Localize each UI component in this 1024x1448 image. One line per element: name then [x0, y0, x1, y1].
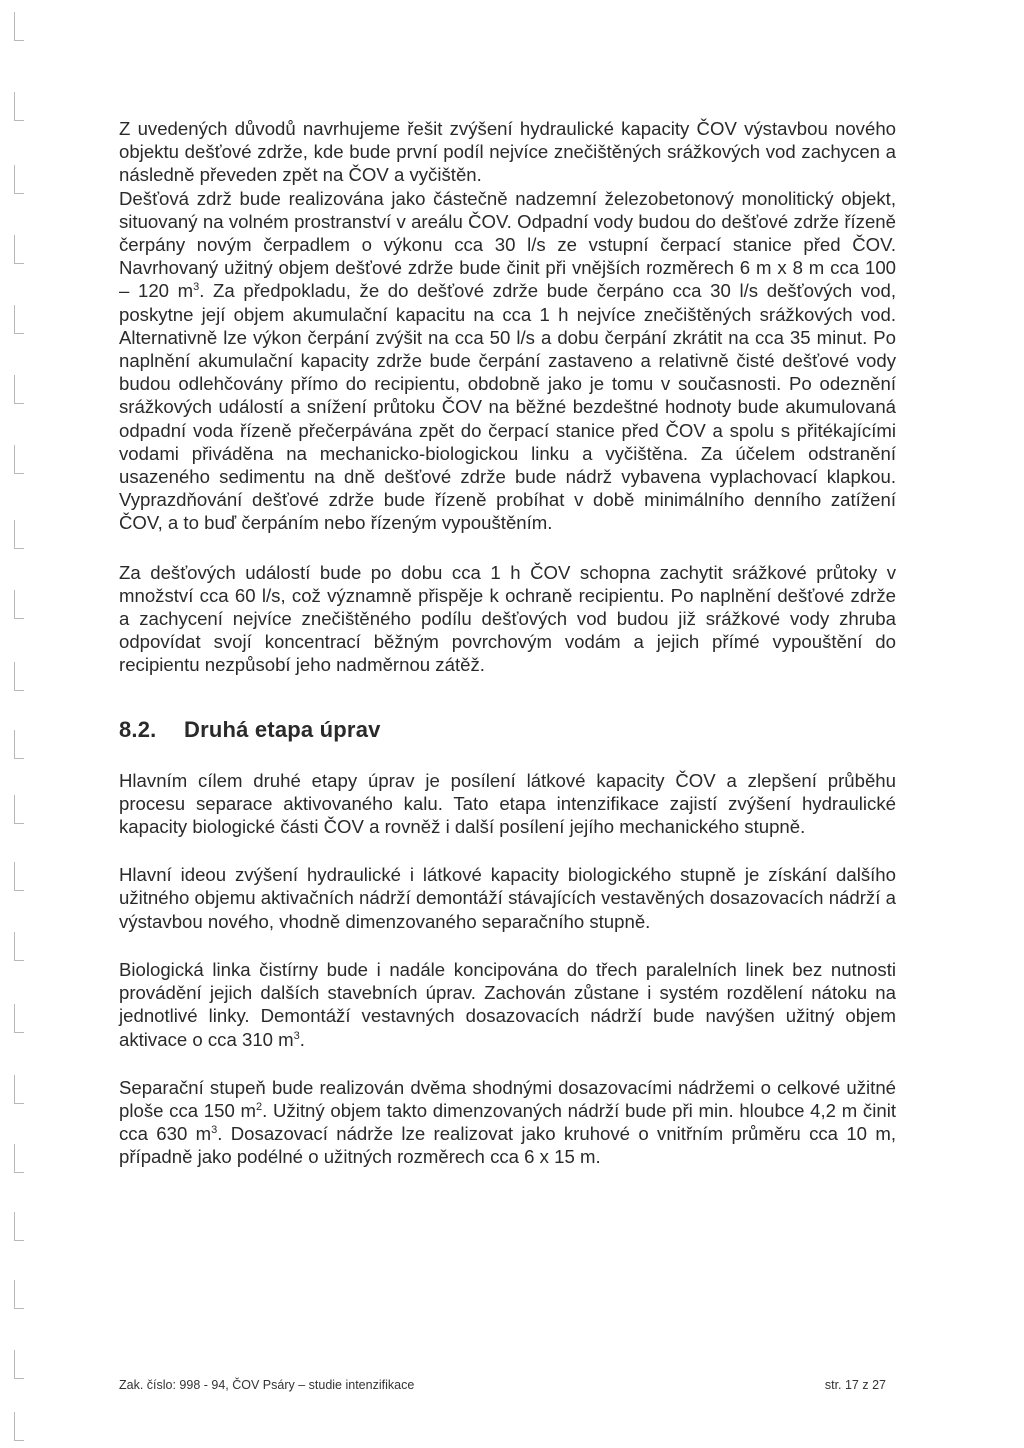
- paragraph-text: . Za předpokladu, že do dešťové zdrže bude čerpáno cca 30 l/s dešťových vod, poskytne její objem akumulační kapacitu na cca 1 h nejvíce znečištěných srážkových vod. Alternativně lze výkon čerpání zvýšit na cca 50 l/s a dobu čerpání zkrátit na cca 35 minut. Po naplnění akumulační kapacity zdrže bude čerpání zastaveno a relativně čisté dešťové vody budou odlehčovány přímo do recipientu, obdobně jako je tomu v současnosti. Po odeznění srážkových událostí a snížení průtoku ČOV na běžné bezdeštné hodnoty bude akumulovaná odpadní voda řízeně přečerpávána zpět do čerpací stanice před ČOV a spolu s přitékajícími vodami přiváděna na mechanicko-biologickou linku a vyčištěna. Za účelem odstranění usazeného sedimentu na dně dešťové zdrže bude nádrž vybavena vyplachovací klapkou. Vyprazdňování dešťové zdrže bude řízeně probíhat v době minimálního denního zatížení ČOV, a to buď čerpáním nebo řízeným vypouštěním.: [119, 280, 896, 534]
- margin-tick: [14, 730, 24, 759]
- paragraph-text: Z uvedených důvodů navrhujeme řešit zvýšení hydraulické kapacity ČOV výstavbou nového objektu dešťové zdrže, kde bude první podíl nejvíce znečištěných srážkových vod zachycen a následně převeden zpět na ČOV a vyčištěn.: [119, 118, 896, 186]
- margin-tick: [14, 795, 24, 824]
- paragraph-text: Dešťová zdrž bude realizována jako částečně nadzemní železobetonový monolitický objekt, situovaný na volném prostranství v areálu ČOV. Odpadní vody budou do dešťové zdrže řízeně čerpány novým čerpadlem o výkonu cca 30 l/s ze vstupní čerpací stanice před ČOV. Navrhovaný užitný objem dešťové zdrže bude činit při vnějších rozměrech 6 m x 8 m cca 100 – 120 m: [119, 187, 896, 302]
- margin-tick: [14, 12, 24, 41]
- margin-tick: [14, 662, 24, 691]
- section-title: Druhá etapa úprav: [184, 716, 381, 742]
- superscript: 3: [193, 281, 200, 294]
- paragraph-biological-line: [119, 958, 896, 1051]
- footer-project-reference: Zak. číslo: 998 - 94, ČOV Psáry – studie intenzifikace: [119, 1378, 415, 1392]
- margin-tick: [14, 375, 24, 404]
- document-body: [119, 117, 896, 1169]
- margin-tick: [14, 235, 24, 264]
- superscript: 3: [211, 1123, 218, 1136]
- section-number: 8.2.: [119, 716, 157, 742]
- paragraph-goal: Hlavním cílem druhé etapy úprav je posílení látkové kapacity ČOV a zlepšení průběhu procesu separace aktivovaného kalu. Tato etapa intenzifikace zajistí zvýšení hydraulické kapacity biologické části ČOV a rovněž i další posílení jejího mechanického stupně.: [119, 769, 896, 838]
- margin-tick: [14, 932, 24, 961]
- paragraph-separation-stage: [119, 1076, 896, 1169]
- paragraph-storm-events: Za dešťových událostí bude po dobu cca 1 h ČOV schopna zachytit srážkové průtoky v množství cca 60 l/s, což významně přispěje k ochraně recipientu. Po naplnění dešťové zdrže a zachycení nejvíce znečištěného podílu dešťových vod budou již srážkové vody zhruba odpovídat svojí koncentrací běžným povrchovým vodám a jejich přímé vypouštění do recipientu nezpůsobí jeho nadměrnou zátěž.: [119, 561, 896, 676]
- paragraph-text: Separační stupeň bude realizován dvěma shodnými dosazovacími nádržemi o celkové užitné ploše cca 150 m: [119, 1076, 896, 1121]
- margin-tick: [14, 862, 24, 891]
- margin-tick: [14, 1212, 24, 1241]
- paragraph-text: Biologická linka čistírny bude i nadále koncipována do třech paralelních linek bez nutnosti provádění jejich dalších stavebních úprav. Zachován zůstane i systém rozdělení nátoku na jednotlivé linky. Demontáží vestavných dosazovacích nádrží bude navýšen užitný objem aktivace o cca 310 m: [119, 958, 896, 1050]
- margin-tick: [14, 92, 24, 121]
- margin-tick: [14, 1280, 24, 1309]
- margin-tick: [14, 1004, 24, 1033]
- footer-page-number: str. 17 z 27: [824, 1378, 886, 1392]
- margin-tick: [14, 1075, 24, 1104]
- section-heading: [119, 717, 896, 743]
- margin-tick: [14, 520, 24, 549]
- margin-tick: [14, 445, 24, 474]
- paragraph-main-idea: Hlavní ideou zvýšení hydraulické i látkové kapacity biologického stupně je získání dalšího užitného objemu aktivačních nádrží demontáží stávajících vestavěných dosazovacích nádrží a výstavbou nového, vhodně dimenzovaného separačního stupně.: [119, 864, 896, 932]
- superscript: 3: [293, 1029, 300, 1042]
- margin-tick: [14, 165, 24, 194]
- margin-tick: [14, 590, 24, 619]
- paragraph-intro: [119, 117, 896, 535]
- margin-tick: [14, 1412, 24, 1441]
- superscript: 2: [256, 1100, 263, 1113]
- margin-tick: [14, 1144, 24, 1173]
- margin-tick: [14, 1350, 24, 1379]
- margin-tick: [14, 305, 24, 334]
- paragraph-text: . Dosazovací nádrže lze realizovat jako kruhové o vnitřním průměru cca 10 m, případně jako podélné o užitných rozměrech cca 6 x 15 m.: [119, 1123, 897, 1168]
- paragraph-text: . Užitný objem takto dimenzovaných nádrží bude při min. hloubce 4,2 m činit cca 630 m: [119, 1099, 896, 1145]
- paragraph-text: .: [299, 1028, 305, 1050]
- binder-margin-marks: [14, 0, 34, 1448]
